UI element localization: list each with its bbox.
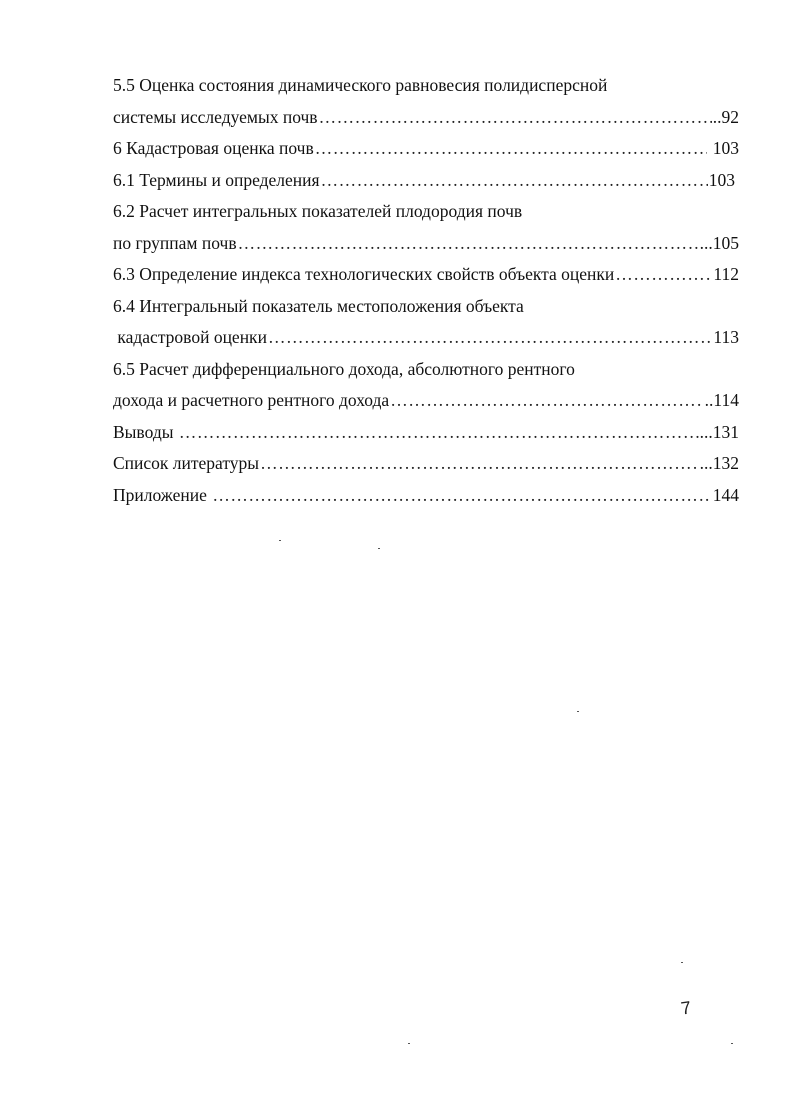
toc-entry-text: 6.4 Интегральный показатель местоположения объекта bbox=[113, 295, 524, 316]
page-number: 7 bbox=[679, 997, 693, 1019]
scan-speck bbox=[279, 540, 281, 541]
toc-line bbox=[113, 228, 739, 260]
toc-line bbox=[113, 165, 739, 197]
dot-leader bbox=[319, 102, 712, 134]
toc-page-number: ...132 bbox=[699, 453, 739, 473]
toc-line bbox=[113, 322, 739, 354]
dot-leader bbox=[238, 228, 699, 260]
dot-leader bbox=[615, 259, 712, 291]
toc-entry-text: дохода и расчетного рентного дохода bbox=[113, 390, 390, 410]
toc-entry-text: 6.2 Расчет интегральных показателей плодородия почв bbox=[113, 201, 523, 221]
toc-entry-text: 6.5 Расчет дифференциального дохода, абсолютного рентного bbox=[113, 358, 575, 379]
toc-entry-text: кадастровой оценки bbox=[113, 327, 267, 347]
toc-line bbox=[113, 354, 739, 386]
toc-line bbox=[113, 133, 739, 165]
dot-leader bbox=[390, 385, 703, 417]
toc-page-number: 113 bbox=[713, 327, 739, 347]
scan-speck bbox=[731, 1043, 733, 1044]
toc-page-number: ...105 bbox=[699, 232, 739, 253]
toc-entry-text: 5.5 Оценка состояния динамического равновесия полидисперсной bbox=[113, 75, 608, 95]
dot-leader bbox=[179, 417, 699, 449]
toc-entry-text: системы исследуемых почв bbox=[113, 106, 318, 127]
toc-line bbox=[113, 259, 739, 291]
toc-line bbox=[113, 196, 739, 228]
toc-page-number: ...131 bbox=[699, 421, 739, 442]
toc-page-number: 144 bbox=[712, 484, 739, 505]
toc-entry-text: Приложение bbox=[113, 484, 212, 505]
toc-line bbox=[113, 291, 739, 323]
dot-leader bbox=[268, 322, 712, 354]
dot-leader bbox=[260, 448, 699, 480]
toc-entry-text: Выводы bbox=[113, 421, 178, 442]
toc-line bbox=[113, 102, 739, 134]
toc-entry-text: 6.3 Определение индекса технологических свойств объекта оценки bbox=[113, 264, 615, 284]
toc-line bbox=[113, 480, 739, 512]
dot-leader bbox=[321, 165, 708, 197]
toc-line bbox=[113, 70, 739, 102]
toc-page-number: ..114 bbox=[704, 390, 739, 410]
scan-speck bbox=[681, 962, 683, 963]
toc-page-number: ..92 bbox=[712, 106, 739, 127]
dot-leader bbox=[315, 133, 708, 165]
toc-line bbox=[113, 385, 739, 417]
scan-speck bbox=[408, 1043, 410, 1044]
toc-page-number: 112 bbox=[713, 264, 739, 284]
toc-entry-text: Список литературы bbox=[113, 453, 260, 473]
scan-speck bbox=[378, 548, 380, 549]
toc-page-number: 103 bbox=[708, 169, 735, 190]
toc-line bbox=[113, 417, 739, 449]
toc-entry-text: 6 Кадастровая оценка почв bbox=[113, 138, 314, 158]
dot-leader bbox=[212, 480, 711, 512]
toc-entry-text: по группам почв bbox=[113, 232, 237, 253]
toc-page-number: 103 bbox=[708, 138, 739, 158]
scan-speck bbox=[577, 711, 579, 712]
toc-line bbox=[113, 448, 739, 480]
table-of-contents bbox=[113, 70, 739, 511]
toc-entry-text: 6.1 Термины и определения bbox=[113, 169, 320, 190]
